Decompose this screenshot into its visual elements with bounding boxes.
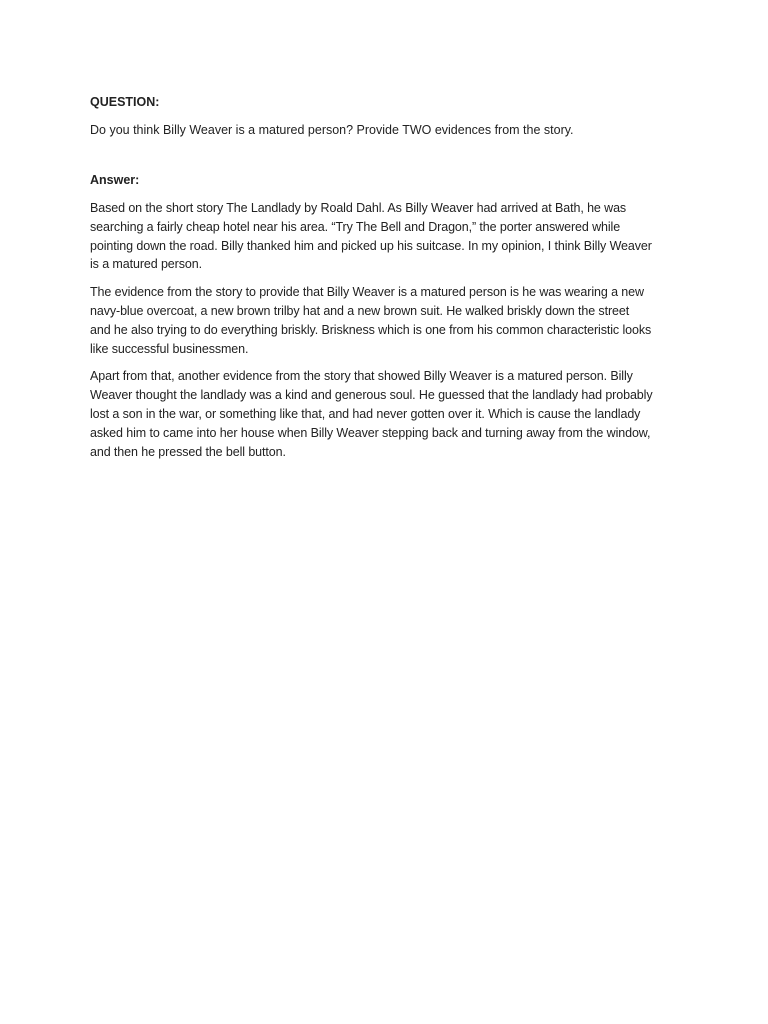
paragraph-line: and then he pressed the bell button. — [90, 444, 286, 459]
paragraph-line: navy-blue overcoat, a new brown trilby hat and a new brown suit. He walked briskly down the street — [90, 303, 630, 318]
answer-paragraph-1 — [90, 199, 678, 274]
paragraph-line: Weaver thought the landlady was a kind and generous soul. He guessed that the landlady had probably — [90, 388, 653, 403]
paragraph-line: asked him to came into her house when Billy Weaver stepping back and turning away from the window, — [90, 425, 651, 440]
paragraph-line: Apart from that, another evidence from the story that showed Billy Weaver is a matured person. Billy — [90, 369, 633, 384]
answer-paragraph-3 — [90, 367, 678, 461]
answer-paragraph-2 — [90, 283, 678, 358]
paragraph-line: Based on the short story The Landlady by Roald Dahl. As Billy Weaver had arrived at Bath, he was — [90, 201, 627, 215]
answer-heading: Answer: — [90, 173, 140, 187]
paragraph-line: lost a son in the war, or something like that, and had never gotten over it. Which is cause the landlady — [90, 406, 641, 421]
paragraph-line: pointing down the road. Billy thanked him and picked up his suitcase. In my opinion, I think Billy Weaver — [90, 238, 652, 253]
paragraph-line: like successful businessmen. — [90, 341, 249, 356]
question-text: Do you think Billy Weaver is a matured person? Provide TWO evidences from the story. — [90, 123, 574, 137]
paragraph-line: The evidence from the story to provide that Billy Weaver is a matured person is he was wearing a new — [90, 285, 644, 300]
paragraph-line: is a matured person. — [90, 257, 202, 272]
question-heading: QUESTION: — [90, 95, 160, 109]
paragraph-line: and he also trying to do everything briskly. Briskness which is one from his common characteristic looks — [90, 322, 652, 337]
paragraph-line: searching a fairly cheap hotel near his area. “Try The Bell and Dragon,” the porter answered while — [90, 219, 621, 234]
